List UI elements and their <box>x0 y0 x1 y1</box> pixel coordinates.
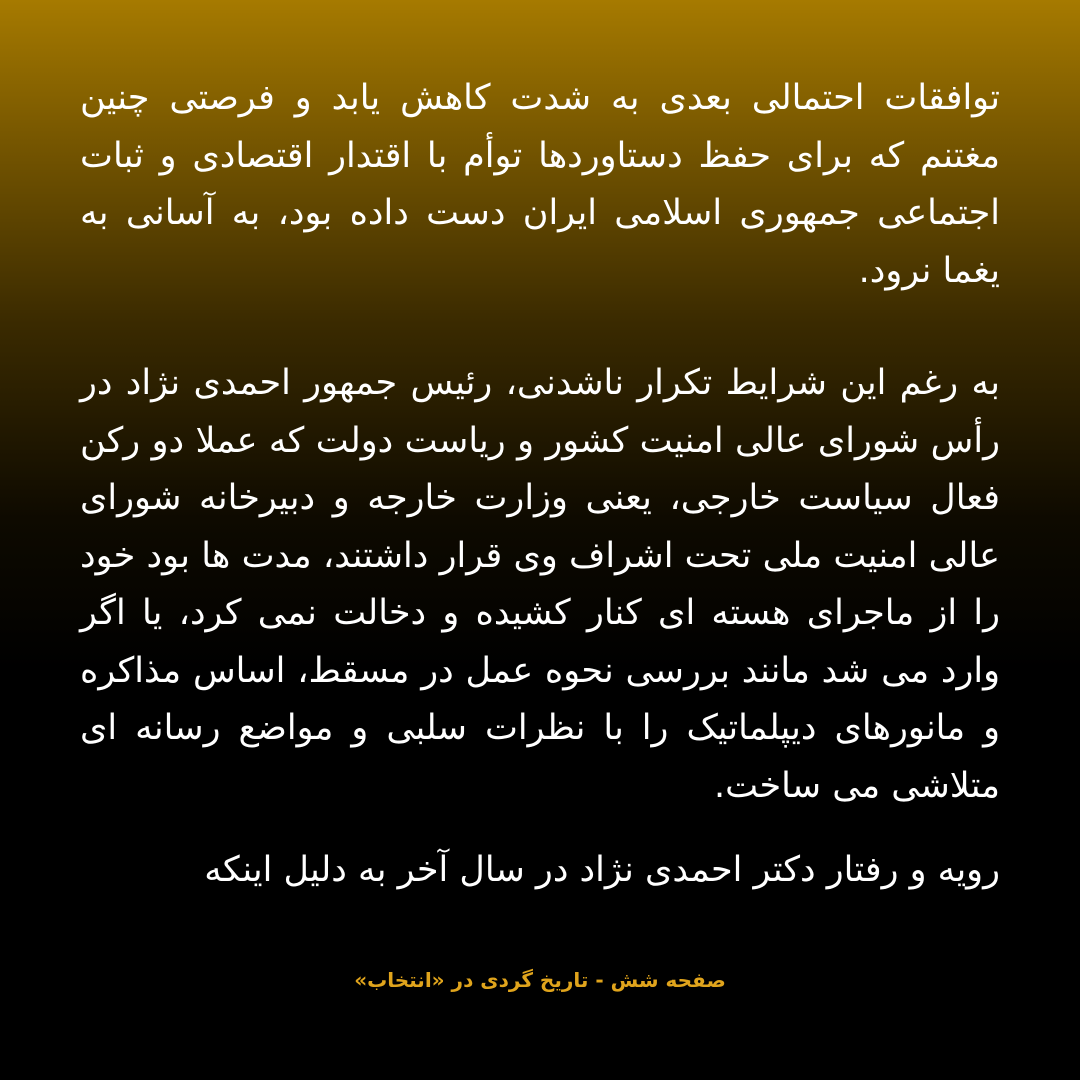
paragraph-2: به رغم این شرایط تکرار ناشدنی، رئیس جمهور احمدی نژاد در رأس شورای عالی امنیت کشور و ریاست دولت که عملا دو رکن فعال سیاست خارجی، یعنی وزارت خارجه و دبیرخانه شورای عالی امنیت ملی تحت اشراف وی قرار داشتند، مدت ها بود خود را از ماجرای هسته ای کنار کشیده و دخالت نمی کرد، یا اگر وارد می شد مانند بررسی نحوه عمل در مسقط، اساس مذاکره و مانورهای دیپلماتیک را با نظرات سلبی و مواضع رسانه ای متلاشی می ساخت. <box>80 363 1000 806</box>
paragraph-1: توافقات احتمالی بعدی به شدت کاهش یابد و فرصتی چنین مغتنم که برای حفظ دستاوردها توأم با اقتدار اقتصادی و ثبات اجتماعی جمهوری اسلامی ایران دست داده بود، به آسانی به یغما نرود. <box>80 78 1000 291</box>
page-footer: صفحه شش - تاریخ گردی در «انتخاب» <box>354 968 726 992</box>
paragraph-3: رویه و رفتار دکتر احمدی نژاد در سال آخر به دلیل اینکه <box>204 850 1000 890</box>
